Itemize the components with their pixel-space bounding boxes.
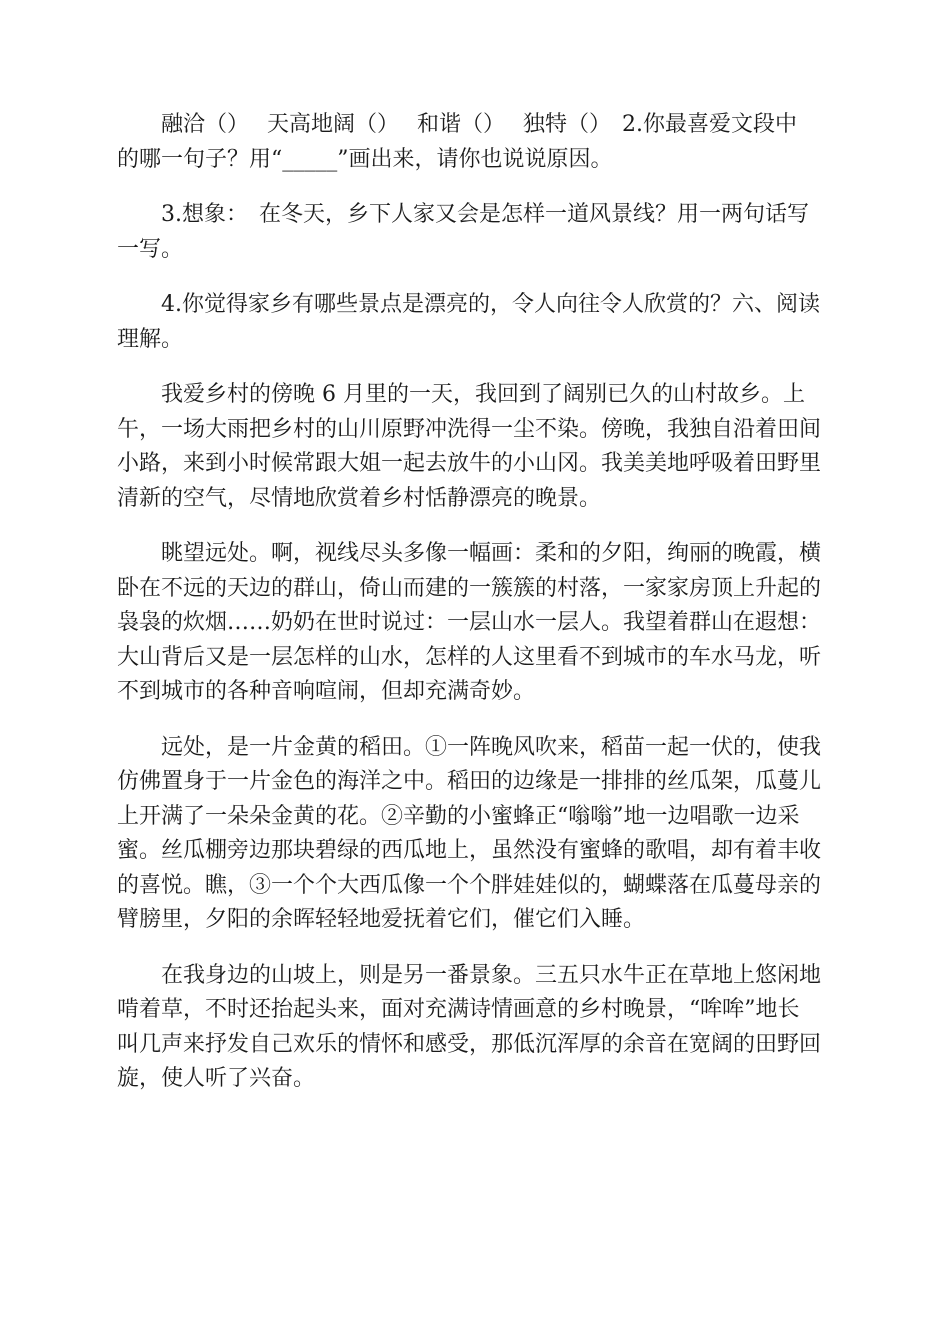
- text-line: 啃着草，不时还抬起头来，面对充满诗情画意的乡村晚景，“哞哞”地长: [117, 997, 800, 1022]
- paragraph-story-2: [117, 537, 833, 710]
- text-line: 融洽（） 天高地阔（） 和谐（） 独特（） 2.你最喜爱文段中: [161, 112, 797, 137]
- text-line: 在我身边的山坡上，则是另一番景象。三五只水牛正在草地上悠闲地: [161, 962, 822, 988]
- text-line: 理解。: [117, 326, 184, 352]
- text-line: 我爱乡村的傍晚 6 月里的一天，我回到了阔别已久的山村故乡。上: [161, 382, 805, 407]
- text-line: 远处，是一片金黄的稻田。①一阵晚风吹来，稻苗一起一伏的，使我: [161, 734, 822, 760]
- text-line: 旋，使人听了兴奋。: [117, 1066, 316, 1091]
- document-body: [117, 108, 833, 1118]
- paragraph-story-1: [117, 378, 833, 516]
- text-line: 的喜悦。瞧，③一个个大西瓜像一个个胖娃娃似的，蝴蝶落在瓜蔓母亲的: [117, 872, 822, 898]
- text-line: 蜜。丝瓜棚旁边那块碧绿的西瓜地上，虽然没有蜜蜂的歌唱，却有着丰收: [117, 838, 822, 863]
- text-line: 午，一场大雨把乡村的山川原野冲洗得一尘不染。傍晚，我独自沿着田间: [117, 416, 822, 442]
- text-line: 小路，来到小时候常跟大姐一起去放牛的小山冈。我美美地呼吸着田野里: [117, 451, 822, 476]
- text-line: 不到城市的各种音响喧闹，但却充满奇妙。: [117, 679, 536, 704]
- text-line: 清新的空气，尽情地欣赏着乡村恬静漂亮的晚景。: [117, 485, 602, 511]
- paragraph-story-4: [117, 959, 833, 1097]
- text-line: 上开满了一朵朵金黄的花。②辛勤的小蜜蜂正“嗡嗡”地一边唱歌一边采: [117, 803, 800, 829]
- text-line: 的哪一句子？用“_____”画出来，请你也说说原因。: [117, 146, 613, 172]
- text-line: 一写。: [117, 236, 184, 262]
- paragraph-story-3: [117, 731, 833, 938]
- paragraph-question-4: [117, 288, 833, 357]
- text-line: 眺望远处。啊，视线尽头多像一幅画：柔和的夕阳，绚丽的晚霞，横: [161, 541, 822, 566]
- text-line: 4.你觉得家乡有哪些景点是漂亮的，令人向往令人欣赏的？六、阅读: [161, 292, 820, 317]
- paragraph-question-3: [117, 198, 833, 267]
- text-line: 大山背后又是一层怎样的山水，怎样的人这里看不到城市的车水马龙，听: [117, 644, 822, 670]
- text-line: 臂膀里，夕阳的余晖轻轻地爱抚着它们，催它们入睡。: [117, 907, 646, 932]
- text-line: 卧在不远的天边的群山，倚山而建的一簇簇的村落，一家家房顶上升起的: [117, 575, 822, 601]
- text-line: 仿佛置身于一片金色的海洋之中。稻田的边缘是一排排的丝瓜架，瓜蔓儿: [117, 769, 822, 794]
- text-line: 袅袅的炊烟……奶奶在世时说过：一层山水一层人。我望着群山在遐想：: [117, 610, 822, 635]
- text-line: 3.想象： 在冬天，乡下人家又会是怎样一道风景线？用一两句话写: [161, 202, 809, 227]
- paragraph-questions-1-2: [117, 108, 833, 177]
- text-line: 叫几声来抒发自己欢乐的情怀和感受，那低沉浑厚的余音在宽阔的田野回: [117, 1031, 822, 1057]
